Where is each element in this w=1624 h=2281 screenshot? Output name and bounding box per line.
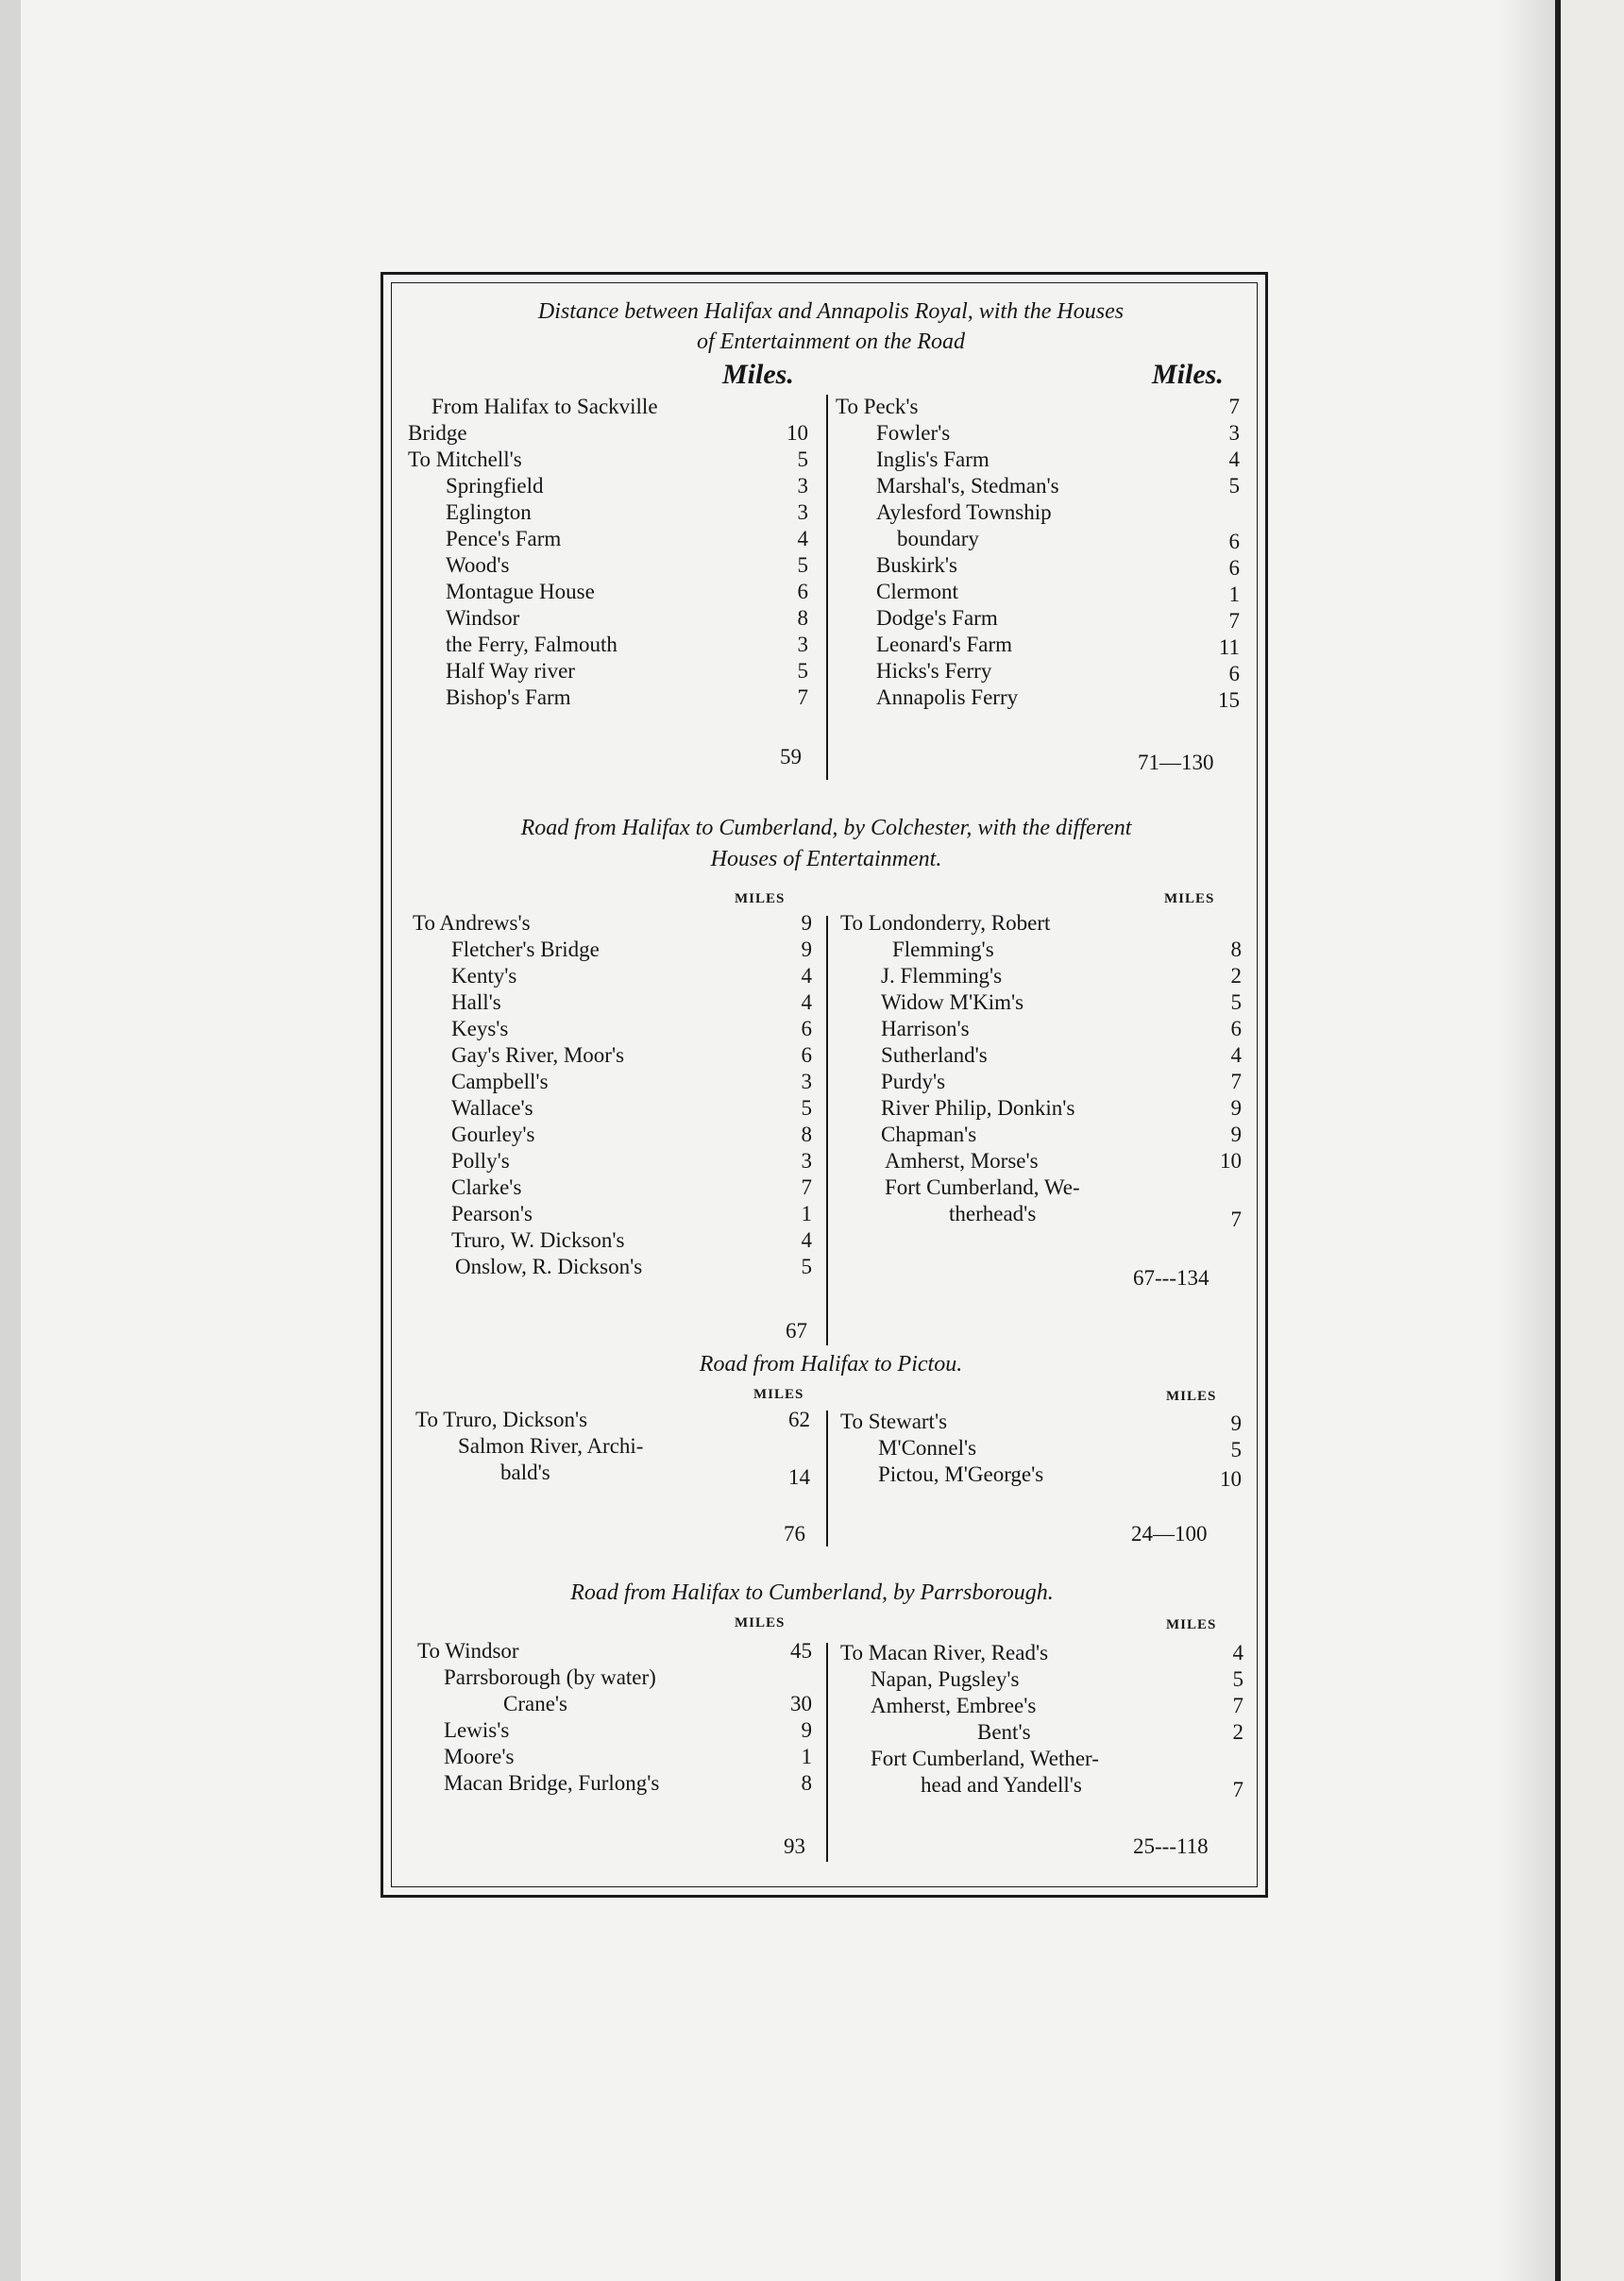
miles-value: 9 xyxy=(1230,1123,1242,1146)
list-item: Crane's xyxy=(503,1692,568,1715)
list-item: J. Flemming's xyxy=(881,964,1003,988)
miles-value: 5 xyxy=(797,448,808,471)
section-4-column-divider xyxy=(826,1643,828,1862)
section-1-left-miles-header: Miles. xyxy=(722,359,794,390)
list-item: Lewis's xyxy=(444,1718,510,1742)
miles-value: 6 xyxy=(1228,530,1240,553)
miles-value: 1 xyxy=(1228,583,1240,606)
list-item: Harrison's xyxy=(881,1017,970,1040)
miles-value: 10 xyxy=(1220,1467,1242,1491)
list-item: River Philip, Donkin's xyxy=(881,1096,1075,1120)
list-item: Springfield xyxy=(446,474,544,498)
list-item: Leonard's Farm xyxy=(876,633,1013,656)
miles-value: 3 xyxy=(797,500,808,524)
list-item: Sutherland's xyxy=(881,1043,988,1067)
section-3-title: Road from Halifax to Pictou. xyxy=(699,1352,963,1377)
list-item: Pence's Farm xyxy=(446,527,562,550)
list-item: Fowler's xyxy=(876,421,951,445)
miles-value: 5 xyxy=(801,1255,812,1278)
miles-value: 5 xyxy=(801,1096,812,1120)
miles-value: 7 xyxy=(797,685,808,709)
miles-value: 6 xyxy=(797,580,808,603)
miles-value: 8 xyxy=(1230,938,1242,961)
list-item: therhead's xyxy=(949,1202,1037,1225)
list-item: Marshal's, Stedman's xyxy=(876,474,1059,498)
miles-value: 9 xyxy=(801,1718,812,1742)
list-item: Montague House xyxy=(446,580,595,603)
list-item: Amherst, Morse's xyxy=(885,1149,1039,1173)
miles-value: 8 xyxy=(801,1123,812,1146)
section-2-left-miles-header: MILES xyxy=(735,891,786,906)
miles-value: 62 xyxy=(788,1408,810,1431)
list-item: Windsor xyxy=(446,606,520,630)
list-item: Bishop's Farm xyxy=(446,685,571,709)
section-2-right-total: 67---134 xyxy=(1133,1266,1210,1290)
section-2-column-divider xyxy=(826,916,828,1345)
section-3-left-miles-header: MILES xyxy=(753,1387,804,1402)
miles-value: 9 xyxy=(1230,1411,1242,1435)
list-item: Napan, Pugsley's xyxy=(871,1667,1020,1691)
miles-value: 45 xyxy=(790,1639,812,1663)
miles-value: 3 xyxy=(801,1149,812,1173)
section-4-right-miles-header: MILES xyxy=(1166,1617,1217,1632)
list-item: Chapman's xyxy=(881,1123,977,1146)
miles-value: 2 xyxy=(1232,1720,1243,1744)
list-item: Buskirk's xyxy=(876,553,957,577)
miles-value: 7 xyxy=(1230,1208,1242,1231)
section-1-right-total: 71—130 xyxy=(1138,751,1214,774)
list-item: Bent's xyxy=(977,1720,1031,1744)
section-2-right-miles-header: MILES xyxy=(1164,891,1215,906)
miles-value: 5 xyxy=(797,553,808,577)
list-item: Kenty's xyxy=(451,964,517,988)
section-4-right-total: 25---118 xyxy=(1133,1834,1209,1858)
list-item: Dodge's Farm xyxy=(876,606,998,630)
list-item: Truro, W. Dickson's xyxy=(451,1228,625,1252)
list-item: To Stewart's xyxy=(840,1410,948,1433)
list-item: Moore's xyxy=(444,1745,515,1768)
miles-value: 10 xyxy=(787,421,808,445)
miles-value: 5 xyxy=(1228,474,1240,498)
list-item: Gourley's xyxy=(451,1123,535,1146)
list-item: Fort Cumberland, We- xyxy=(885,1175,1080,1199)
section-3-right-total: 24—100 xyxy=(1131,1522,1208,1546)
miles-value: 1 xyxy=(801,1202,812,1225)
miles-value: 30 xyxy=(790,1692,812,1715)
list-item: Wallace's xyxy=(451,1096,533,1120)
miles-value: 7 xyxy=(801,1175,812,1199)
miles-value: 6 xyxy=(801,1043,812,1067)
miles-value: 3 xyxy=(801,1070,812,1093)
list-item: bald's xyxy=(500,1461,550,1484)
list-item: Campbell's xyxy=(451,1070,549,1093)
section-1-title-line-2: of Entertainment on the Road xyxy=(697,329,965,354)
miles-value: 9 xyxy=(801,911,812,935)
list-item: Eglington xyxy=(446,500,532,524)
list-item: Flemming's xyxy=(892,938,994,961)
list-item: Pearson's xyxy=(451,1202,533,1225)
miles-value: 7 xyxy=(1228,395,1240,418)
miles-value: 7 xyxy=(1232,1778,1243,1801)
list-item: To Peck's xyxy=(836,395,919,418)
miles-value: 4 xyxy=(801,964,812,988)
miles-value: 15 xyxy=(1218,688,1240,712)
miles-value: 7 xyxy=(1228,609,1240,633)
section-4-left-total: 93 xyxy=(784,1834,805,1858)
list-item: Polly's xyxy=(451,1149,510,1173)
list-item: To Truro, Dickson's xyxy=(415,1408,588,1431)
miles-value: 14 xyxy=(788,1465,810,1489)
miles-value: 4 xyxy=(1230,1043,1242,1067)
list-item: To Mitchell's xyxy=(408,448,522,471)
list-item: Aylesford Township xyxy=(876,500,1052,524)
list-item: M'Connel's xyxy=(878,1436,977,1460)
list-item: Clermont xyxy=(876,580,958,603)
miles-value: 7 xyxy=(1232,1694,1243,1717)
miles-value: 5 xyxy=(1232,1667,1243,1691)
list-item: Half Way river xyxy=(446,659,575,683)
list-item: head and Yandell's xyxy=(921,1773,1082,1797)
list-item: Fletcher's Bridge xyxy=(451,938,600,961)
list-item: the Ferry, Falmouth xyxy=(446,633,617,656)
list-item: To Macan River, Read's xyxy=(840,1641,1049,1664)
miles-value: 9 xyxy=(1230,1096,1242,1120)
section-1-column-divider xyxy=(826,395,828,780)
list-item: To Londonderry, Robert xyxy=(840,911,1051,935)
miles-value: 2 xyxy=(1230,964,1242,988)
section-3-column-divider xyxy=(826,1411,828,1546)
miles-value: 8 xyxy=(797,606,808,630)
list-item: Clarke's xyxy=(451,1175,522,1199)
adjacent-page-edge xyxy=(1561,0,1624,2281)
miles-value: 3 xyxy=(797,474,808,498)
section-1-right-miles-header: Miles. xyxy=(1152,359,1224,390)
miles-value: 6 xyxy=(801,1017,812,1040)
miles-value: 4 xyxy=(797,527,808,550)
list-item: Onslow, R. Dickson's xyxy=(455,1255,643,1278)
miles-value: 4 xyxy=(1228,448,1240,471)
list-item: Annapolis Ferry xyxy=(876,685,1019,709)
miles-value: 3 xyxy=(797,633,808,656)
list-item: Parrsborough (by water) xyxy=(444,1665,656,1689)
section-2-left-total: 67 xyxy=(786,1319,807,1343)
section-4-title: Road from Halifax to Cumberland, by Parrsborough. xyxy=(570,1580,1054,1605)
list-item: To Andrews's xyxy=(413,911,531,935)
miles-value: 6 xyxy=(1228,556,1240,580)
miles-value: 6 xyxy=(1228,662,1240,685)
list-item: Gay's River, Moor's xyxy=(451,1043,625,1067)
section-4-left-miles-header: MILES xyxy=(735,1615,786,1630)
miles-value: 6 xyxy=(1230,1017,1242,1040)
list-item: Bridge xyxy=(408,421,467,445)
list-item: Macan Bridge, Furlong's xyxy=(444,1771,660,1795)
list-item: Pictou, M'George's xyxy=(878,1462,1044,1486)
miles-value: 9 xyxy=(801,938,812,961)
section-3-right-miles-header: MILES xyxy=(1166,1389,1217,1404)
list-item: Salmon River, Archi- xyxy=(458,1434,644,1458)
miles-value: 4 xyxy=(801,1228,812,1252)
miles-value: 4 xyxy=(1232,1641,1243,1664)
miles-value: 1 xyxy=(801,1745,812,1768)
miles-value: 5 xyxy=(1230,1438,1242,1462)
list-item: Keys's xyxy=(451,1017,509,1040)
section-2-title-line-2: Houses of Entertainment. xyxy=(710,847,942,871)
miles-value: 8 xyxy=(801,1771,812,1795)
section-1-title-line-1: Distance between Halifax and Annapolis Royal, with the Houses xyxy=(537,299,1125,324)
list-item: Widow M'Kim's xyxy=(881,990,1024,1014)
section-3-left-total: 76 xyxy=(784,1522,805,1546)
miles-value: 7 xyxy=(1230,1070,1242,1093)
list-item: Purdy's xyxy=(881,1070,946,1093)
miles-value: 5 xyxy=(797,659,808,683)
miles-value: 11 xyxy=(1218,635,1240,659)
miles-value: 4 xyxy=(801,990,812,1014)
section-2-title-line-1: Road from Halifax to Cumberland, by Colchester, with the different xyxy=(520,816,1132,840)
list-item: Wood's xyxy=(446,553,510,577)
list-item: Fort Cumberland, Wether- xyxy=(871,1747,1099,1770)
list-item: To Windsor xyxy=(417,1639,519,1663)
list-item: Amherst, Embree's xyxy=(871,1694,1037,1717)
list-item: Hicks's Ferry xyxy=(876,659,992,683)
miles-value: 5 xyxy=(1230,990,1242,1014)
miles-value: 10 xyxy=(1220,1149,1242,1173)
miles-value: 3 xyxy=(1228,421,1240,445)
list-item: Inglis's Farm xyxy=(876,448,990,471)
list-item: From Halifax to Sackville xyxy=(431,395,658,418)
list-item: boundary xyxy=(897,527,979,550)
section-1-left-total: 59 xyxy=(780,745,802,769)
list-item: Hall's xyxy=(451,990,501,1014)
